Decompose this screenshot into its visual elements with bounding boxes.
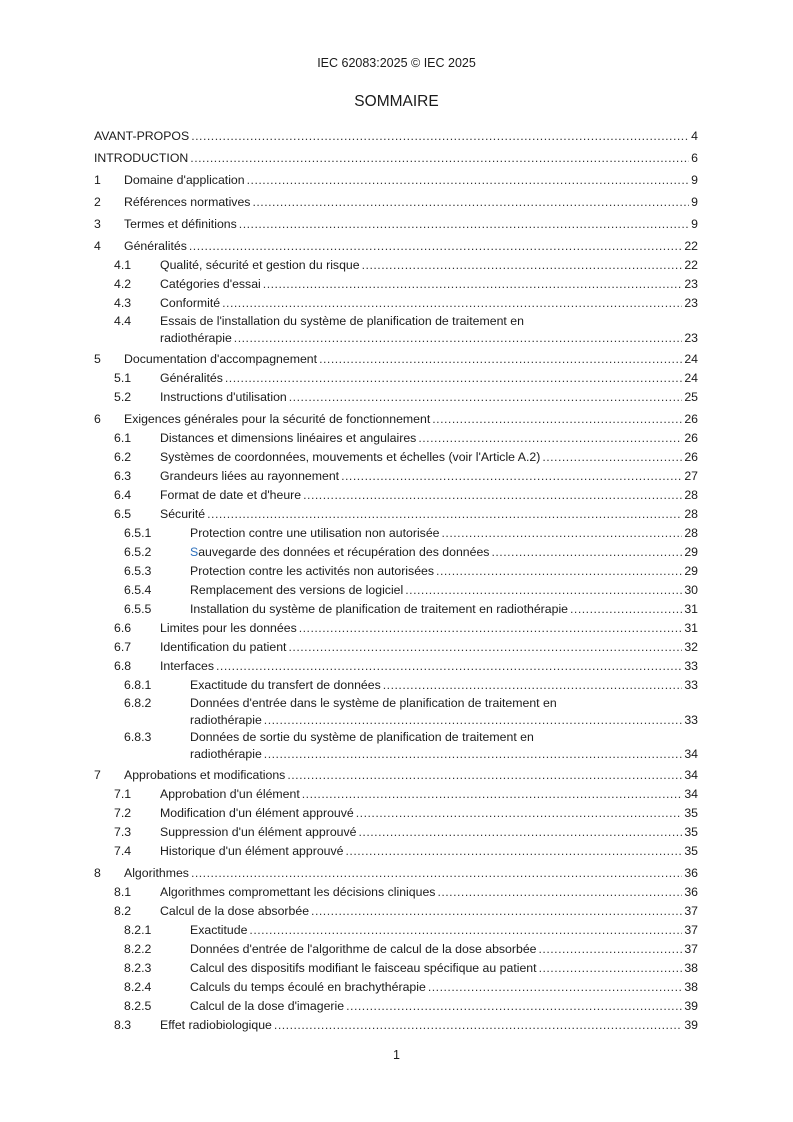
toc-entry[interactable] xyxy=(94,581,698,600)
toc-entry[interactable] xyxy=(94,190,698,212)
toc-entry-title: Modification d'un élément approuvé xyxy=(160,806,354,820)
toc-entry-title: Installation du système de planification de traitement en radiothérapie xyxy=(190,602,569,616)
toc-entry-title: Documentation d'accompagnement xyxy=(124,352,318,366)
toc-entry-title: AVANT-PROPOS xyxy=(94,129,190,143)
toc-entry-number: 6.2 xyxy=(114,450,132,464)
toc-entry-number: 6.8.3 xyxy=(124,730,152,744)
toc-entry[interactable] xyxy=(94,676,698,695)
toc-entry-page: 36 xyxy=(684,885,698,899)
toc-entry[interactable] xyxy=(94,429,698,448)
toc-entry-title: Généralités xyxy=(124,239,187,253)
toc-entry-page: 35 xyxy=(684,825,698,839)
toc-entry[interactable] xyxy=(94,940,698,959)
dot-leader xyxy=(341,467,682,486)
toc-entry-number: 5 xyxy=(94,352,101,366)
toc-entry-number: 6.3 xyxy=(114,469,132,483)
toc-entry-page: 33 xyxy=(684,659,698,673)
toc-entry-number: 6.8 xyxy=(114,659,132,673)
toc-entry-page: 37 xyxy=(684,923,698,937)
toc-entry-number: 7.3 xyxy=(114,825,132,839)
toc-entry-number: 3 xyxy=(94,217,101,231)
toc-entry-title: Format de date et d'heure xyxy=(160,488,302,502)
toc-entry-number: 5.1 xyxy=(114,371,132,385)
toc-entry[interactable] xyxy=(94,921,698,940)
toc-entry-title: Calculs du temps écoulé en brachythérapie xyxy=(190,980,426,994)
toc-entry-page: 34 xyxy=(684,747,698,761)
toc-entry-page: 29 xyxy=(684,545,698,559)
toc-entry[interactable] xyxy=(94,124,698,146)
toc-entry-page: 36 xyxy=(684,866,698,880)
toc-entry-page: 31 xyxy=(684,621,698,635)
toc-entry-page: 4 xyxy=(691,129,698,143)
toc-entry-page: 38 xyxy=(684,961,698,975)
toc-entry-number: 1 xyxy=(94,173,101,187)
dot-leader xyxy=(239,215,689,234)
toc-entry[interactable] xyxy=(94,785,698,804)
toc-entry-page: 6 xyxy=(691,151,698,165)
toc-entry-page: 33 xyxy=(684,713,698,727)
toc-entry[interactable] xyxy=(94,997,698,1016)
toc-entry[interactable] xyxy=(94,347,698,369)
toc-entry-title: Données de sortie du système de planification de traitement en xyxy=(190,730,534,744)
toc-entry-title: Instructions d'utilisation xyxy=(160,390,287,404)
toc-entry-page: 23 xyxy=(684,296,698,310)
toc-entry[interactable] xyxy=(94,842,698,861)
toc-entry-number: 4.4 xyxy=(114,314,132,328)
toc-entry-title: Données d'entrée dans le système de planification de traitement en xyxy=(190,696,557,710)
dot-leader xyxy=(346,842,683,861)
toc-entry-title: Distances et dimensions linéaires et angulaires xyxy=(160,431,417,445)
toc-entry-title: Algorithmes compromettant les décisions cliniques xyxy=(160,885,436,899)
dot-leader xyxy=(303,486,682,505)
dot-leader xyxy=(216,657,682,676)
toc-entry-number: 4.1 xyxy=(114,258,132,272)
toc-entry-title: Sécurité xyxy=(160,507,206,521)
toc-entry-title: Données d'entrée de l'algorithme de calcul de la dose absorbée xyxy=(190,942,537,956)
dot-leader xyxy=(287,766,682,785)
toc-entry[interactable] xyxy=(94,543,698,562)
toc-entry-number: 6.5.3 xyxy=(124,564,152,578)
toc-entry[interactable] xyxy=(94,619,698,638)
toc-entry-title: Identification du patient xyxy=(160,640,287,654)
toc-entry-title: Catégories d'essai xyxy=(160,277,261,291)
toc-entry-page: 32 xyxy=(684,640,698,654)
toc-entry-number: 6.5.4 xyxy=(124,583,152,597)
dot-leader xyxy=(405,581,682,600)
dot-leader xyxy=(428,978,682,997)
dot-leader xyxy=(191,127,689,146)
toc-entry-title: Termes et définitions xyxy=(124,217,237,231)
toc-entry-page: 22 xyxy=(684,258,698,272)
toc-entry-title: Systèmes de coordonnées, mouvements et échelles (voir l'Article A.2) xyxy=(160,450,541,464)
toc-entry-number: 8.2.2 xyxy=(124,942,152,956)
document-header: IEC 62083:2025 © IEC 2025 xyxy=(317,56,476,70)
dot-leader xyxy=(263,275,683,294)
dot-leader xyxy=(264,746,683,763)
toc-entry-page: 28 xyxy=(684,488,698,502)
toc-entry-number: 5.2 xyxy=(114,390,132,404)
toc-entry-title: Domaine d'application xyxy=(124,173,245,187)
toc-entry-page: 22 xyxy=(684,239,698,253)
dot-leader xyxy=(190,149,689,168)
toc-entry-title: Conformité xyxy=(160,296,221,310)
toc-entry[interactable] xyxy=(94,168,698,190)
dot-leader xyxy=(207,505,682,524)
toc-entry-page: 9 xyxy=(691,173,698,187)
toc-entry[interactable] xyxy=(94,524,698,543)
toc-entry-title-continuation: radiothérapie xyxy=(190,713,262,727)
dot-leader xyxy=(542,448,682,467)
dot-leader xyxy=(222,294,682,313)
toc-entry-number: 8.2.5 xyxy=(124,999,152,1013)
toc-entry-number: 8 xyxy=(94,866,101,880)
toc-entry-page: 29 xyxy=(684,564,698,578)
toc-entry-number: 6.5.5 xyxy=(124,602,152,616)
toc-entry[interactable] xyxy=(94,600,698,619)
toc-entry-number: 4.2 xyxy=(114,277,132,291)
toc-entry-number: 6.7 xyxy=(114,640,132,654)
toc-entry-title: Protection contre une utilisation non autorisée xyxy=(190,526,440,540)
toc-entry-title: Références normatives xyxy=(124,195,251,209)
toc-entry-number: 6.5.2 xyxy=(124,545,152,559)
dot-leader xyxy=(432,410,682,429)
toc-entry[interactable] xyxy=(94,212,698,234)
dot-leader xyxy=(491,543,682,562)
toc-entry[interactable] xyxy=(94,313,698,347)
toc-entry-number: 7.4 xyxy=(114,844,132,858)
dot-leader xyxy=(570,600,682,619)
toc-entry[interactable] xyxy=(94,959,698,978)
toc-entry-title: Algorithmes xyxy=(124,866,189,880)
toc-entry[interactable] xyxy=(94,638,698,657)
toc-entry[interactable] xyxy=(94,804,698,823)
toc-entry-page: 26 xyxy=(684,412,698,426)
dot-leader xyxy=(383,676,683,695)
dot-leader xyxy=(437,883,682,902)
toc-entry[interactable] xyxy=(94,861,698,883)
toc-entry-number: 4.3 xyxy=(114,296,132,310)
toc-entry[interactable] xyxy=(94,763,698,785)
toc-entry-title: Interfaces xyxy=(160,659,214,673)
toc-entry-title: Effet radiobiologique xyxy=(160,1018,272,1032)
dot-leader xyxy=(252,193,689,212)
toc-entry-page: 9 xyxy=(691,217,698,231)
toc-entry-page: 34 xyxy=(684,787,698,801)
table-of-contents xyxy=(94,124,698,1035)
dot-leader xyxy=(362,256,683,275)
toc-entry-number: 7 xyxy=(94,768,101,782)
toc-entry-title-continuation: radiothérapie xyxy=(160,331,232,345)
toc-entry-page: 37 xyxy=(684,942,698,956)
toc-entry-title-continuation: radiothérapie xyxy=(190,747,262,761)
page-number: 1 xyxy=(393,1048,400,1062)
toc-entry-title: Calcul de la dose d'imagerie xyxy=(190,999,345,1013)
toc-entry-number: 8.2.4 xyxy=(124,980,152,994)
dot-leader xyxy=(225,369,682,388)
toc-entry[interactable] xyxy=(94,978,698,997)
toc-entry-title-prefix: S xyxy=(190,545,199,559)
toc-entry-page: 28 xyxy=(684,507,698,521)
toc-entry-number: 2 xyxy=(94,195,101,209)
toc-entry-page: 9 xyxy=(691,195,698,209)
toc-entry-page: 34 xyxy=(684,768,698,782)
toc-entry-page: 24 xyxy=(684,352,698,366)
toc-entry[interactable] xyxy=(94,505,698,524)
toc-entry-title: Généralités xyxy=(160,371,223,385)
toc-entry-number: 6.4 xyxy=(114,488,132,502)
toc-entry-page: 23 xyxy=(684,277,698,291)
dot-leader xyxy=(311,902,682,921)
dot-leader xyxy=(289,388,683,407)
dot-leader xyxy=(249,921,682,940)
dot-leader xyxy=(539,940,683,959)
toc-entry-page: 30 xyxy=(684,583,698,597)
toc-entry-number: 6.8.2 xyxy=(124,696,152,710)
toc-entry-number: 6.5.1 xyxy=(124,526,152,540)
dot-leader xyxy=(356,804,683,823)
toc-entry-number: 8.1 xyxy=(114,885,132,899)
dot-leader xyxy=(442,524,683,543)
toc-entry[interactable] xyxy=(94,823,698,842)
dot-leader xyxy=(189,237,682,256)
toc-entry-page: 38 xyxy=(684,980,698,994)
dot-leader xyxy=(346,997,682,1016)
toc-entry[interactable] xyxy=(94,467,698,486)
toc-entry-title: Exigences générales pour la sécurité de fonctionnement xyxy=(124,412,431,426)
dot-leader xyxy=(274,1016,682,1035)
dot-leader xyxy=(539,959,683,978)
toc-entry-page: 27 xyxy=(684,469,698,483)
toc-entry-number: 8.2.3 xyxy=(124,961,152,975)
toc-entry-page: 24 xyxy=(684,371,698,385)
toc-entry-title: Limites pour les données xyxy=(160,621,297,635)
toc-entry-title: Exactitude xyxy=(190,923,248,937)
toc-entry[interactable] xyxy=(94,256,698,275)
dot-leader xyxy=(247,171,690,190)
toc-entry-title: auvegarde des données et récupération des données xyxy=(198,545,490,559)
toc-entry-page: 33 xyxy=(684,678,698,692)
toc-entry-title: Essais de l'installation du système de planification de traitement en xyxy=(160,314,524,328)
toc-entry-page: 25 xyxy=(684,390,698,404)
toc-entry-page: 31 xyxy=(684,602,698,616)
toc-entry-number: 7.2 xyxy=(114,806,132,820)
dot-leader xyxy=(264,712,683,729)
toc-entry-number: 6 xyxy=(94,412,101,426)
toc-entry-number: 6.6 xyxy=(114,621,132,635)
toc-entry-page: 37 xyxy=(684,904,698,918)
toc-entry[interactable] xyxy=(94,369,698,388)
toc-entry[interactable] xyxy=(94,729,698,763)
toc-entry-number: 6.5 xyxy=(114,507,132,521)
toc-entry[interactable] xyxy=(94,146,698,168)
dot-leader xyxy=(359,823,683,842)
dot-leader xyxy=(191,864,682,883)
toc-entry-number: 6.1 xyxy=(114,431,132,445)
dot-leader xyxy=(418,429,682,448)
toc-entry[interactable] xyxy=(94,388,698,407)
toc-entry-title: Exactitude du transfert de données xyxy=(190,678,381,692)
toc-entry[interactable] xyxy=(94,562,698,581)
page-title: SOMMAIRE xyxy=(354,93,439,110)
toc-entry[interactable] xyxy=(94,448,698,467)
toc-entry-title: INTRODUCTION xyxy=(94,151,189,165)
dot-leader xyxy=(436,562,682,581)
toc-entry-number: 8.3 xyxy=(114,1018,132,1032)
toc-entry-title: Calcul de la dose absorbée xyxy=(160,904,310,918)
toc-entry-title: Qualité, sécurité et gestion du risque xyxy=(160,258,360,272)
toc-entry-page: 35 xyxy=(684,844,698,858)
toc-entry-title: Suppression d'un élément approuvé xyxy=(160,825,357,839)
toc-entry[interactable] xyxy=(94,234,698,256)
toc-entry[interactable] xyxy=(94,902,698,921)
toc-entry[interactable] xyxy=(94,1016,698,1035)
toc-entry[interactable] xyxy=(94,486,698,505)
toc-entry[interactable] xyxy=(94,657,698,676)
toc-entry-page: 39 xyxy=(684,1018,698,1032)
toc-entry-title: Calcul des dispositifs modifiant le faisceau spécifique au patient xyxy=(190,961,537,975)
toc-entry-number: 4 xyxy=(94,239,101,253)
toc-entry-page: 28 xyxy=(684,526,698,540)
toc-entry-title: Grandeurs liées au rayonnement xyxy=(160,469,340,483)
toc-entry[interactable] xyxy=(94,275,698,294)
dot-leader xyxy=(299,619,683,638)
dot-leader xyxy=(302,785,683,804)
toc-entry-title: Approbation d'un élément xyxy=(160,787,300,801)
toc-entry[interactable] xyxy=(94,695,698,729)
toc-entry-number: 6.8.1 xyxy=(124,678,152,692)
toc-entry[interactable] xyxy=(94,294,698,313)
toc-entry-page: 26 xyxy=(684,431,698,445)
toc-entry-title: Protection contre les activités non autorisées xyxy=(190,564,435,578)
toc-entry[interactable] xyxy=(94,883,698,902)
toc-entry-title: Remplacement des versions de logiciel xyxy=(190,583,404,597)
toc-entry-number: 7.1 xyxy=(114,787,132,801)
toc-entry-page: 35 xyxy=(684,806,698,820)
toc-entry-page: 39 xyxy=(684,999,698,1013)
toc-entry[interactable] xyxy=(94,407,698,429)
toc-entry-number: 8.2 xyxy=(114,904,132,918)
toc-entry-number: 8.2.1 xyxy=(124,923,152,937)
dot-leader xyxy=(234,330,683,347)
dot-leader xyxy=(288,638,682,657)
toc-entry-title: Historique d'un élément approuvé xyxy=(160,844,344,858)
toc-entry-page: 26 xyxy=(684,450,698,464)
dot-leader xyxy=(319,350,682,369)
toc-entry-title: Approbations et modifications xyxy=(124,768,286,782)
toc-entry-page: 23 xyxy=(684,331,698,345)
